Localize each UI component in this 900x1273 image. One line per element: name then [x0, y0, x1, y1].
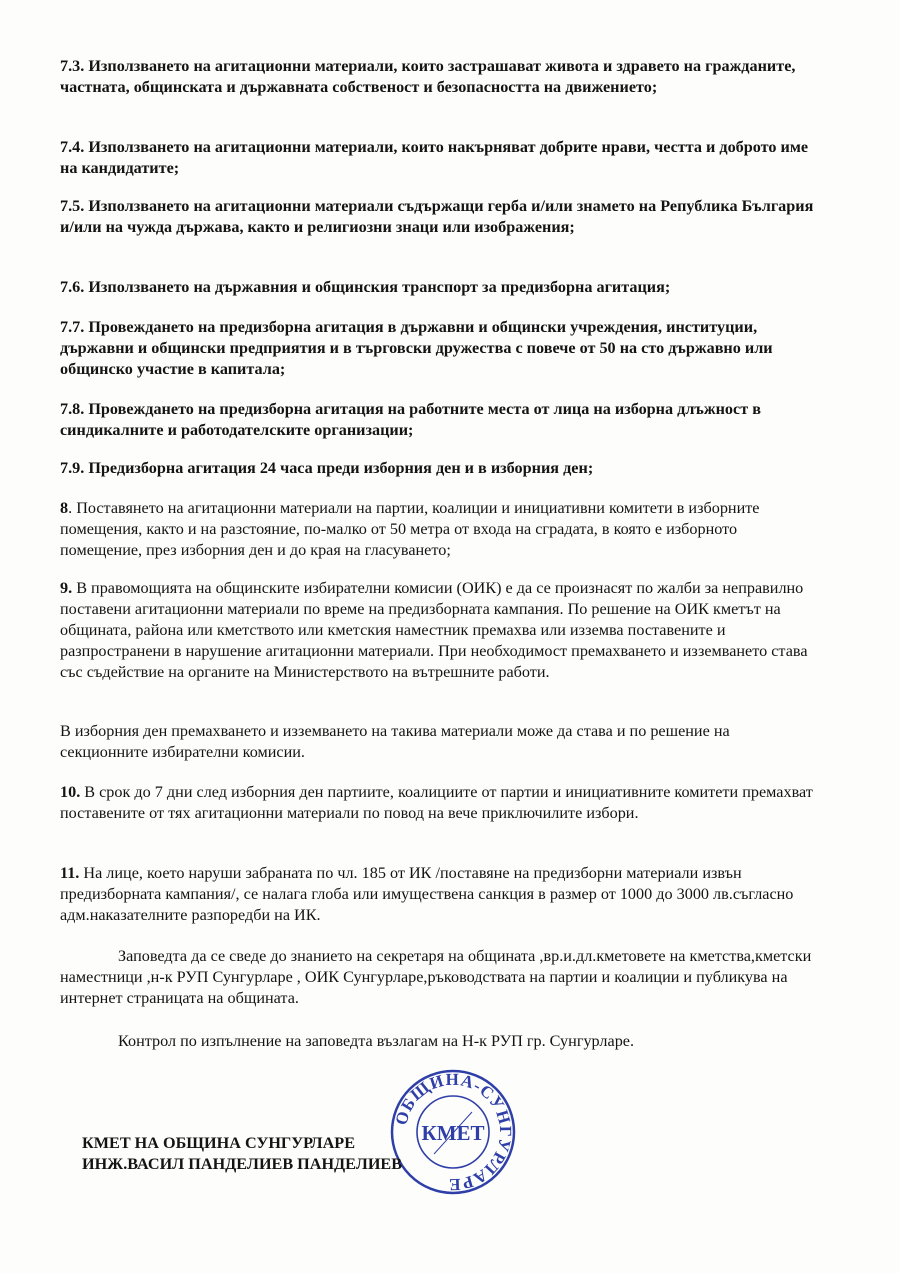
stamp-ring-text: ОБЩИНА-СУНГУРЛАРЕ: [391, 1069, 516, 1195]
clause-8: 8. Поставянето на агитационни материали на партии, коалиции и инициативни комитети в изборните помещения, както и на разстояние, по-малко от 50 метра от входа на сградата, в която е изборното помещение, през изборния ден и до края на гласуването;: [60, 499, 760, 559]
clause-number: 9.: [60, 579, 73, 597]
clause-number: 10.: [60, 783, 81, 801]
clause-7-9: 7.9. Предизборна агитация 24 часа преди изборния ден и в изборния ден;: [60, 459, 594, 477]
clause-7-4: 7.4. Използването на агитационни материали, които накърняват добрите нрави, честта и доброто име на кандидатите;: [60, 138, 809, 177]
municipality-stamp: [388, 1068, 518, 1196]
clause-7-7: 7.7. Провеждането на предизборна агитация в държавни и общински учреждения, институции, държавни и общински предприятия и в търговски дружества с повече от 50 на сто държавно или общинско участие в капитала;: [60, 318, 773, 378]
clause-7-3: 7.3. Използването на агитационни материали, които застрашават живота и здравето на гражданите, частната, общинската и държавната собственост и безопасността на движението;: [60, 57, 796, 96]
signature-name: ИНЖ.ВАСИЛ ПАНДЕЛИЕВ ПАНДЕЛИЕВ: [82, 1155, 403, 1173]
signature-block: [82, 1133, 402, 1175]
clause-7-5: 7.5. Използването на агитационни материали съдържащи герба и/или знамето на Република България и/или на чужда държава, както и религиозни знаци или изображения;: [60, 197, 814, 236]
clause-7-8: 7.8. Провеждането на предизборна агитация на работните места от лица на изборна длъжност в синдикалните и работодателските организации;: [60, 400, 761, 439]
clause-10: 10. В срок до 7 дни след изборния ден партиите, коалициите от партии и инициативните комитети премахват поставените от тях агитационни материали по повод на вече приключилите избори.: [60, 783, 813, 822]
clause-11: 11. На лице, което наруши забраната по чл. 185 от ИК /поставяне на предизборни материали извън предизборната кампания/, се налага глоба или имуществена санкция в размер от 1000 до 3000 лв.съгласно адм.наказателните разпоредби на ИК.: [60, 864, 794, 924]
clause-number: 11.: [60, 864, 80, 882]
order-notification-paragraph: Заповедта да се сведе до знанието на секретаря на общината ,вр.и.дл.кметовете на кметства,кметски наместници ,н-к РУП Сунгурларе , ОИК Сунгурларе,ръководствата на партии и коалиции и публикува на интернет страницата на общината.: [60, 947, 812, 1007]
clause-7-6: 7.6. Използването на държавния и общинския транспорт за предизборна агитация;: [60, 278, 671, 296]
clause-number: 8: [60, 499, 69, 517]
control-paragraph: Контрол по изпълнение на заповедта възлагам на Н-к РУП гр. Сунгурларе.: [118, 1032, 635, 1050]
clause-9: 9. В правомощията на общинските избирателни комисии (ОИК) е да се произнасят по жалби за неправилно поставени агитационни материали по време на предизборната кампания. По решение на ОИК кметът на общината, района или кметството или кметския наместник премахва или изземва поставените и разпространени в нарушение агитационни материали. При необходимост премахването и изземването става със съдействие на органите на Министерството на вътрешните работи.: [60, 579, 808, 681]
election-day-paragraph: В изборния ден премахването и изземването на такива материали може да става и по решение на секционните избирателни комисии.: [60, 722, 730, 761]
stamp-center-text: КМЕТ: [421, 1121, 485, 1145]
signature-title: КМЕТ НА ОБЩИНА СУНГУРЛАРЕ: [82, 1134, 355, 1152]
